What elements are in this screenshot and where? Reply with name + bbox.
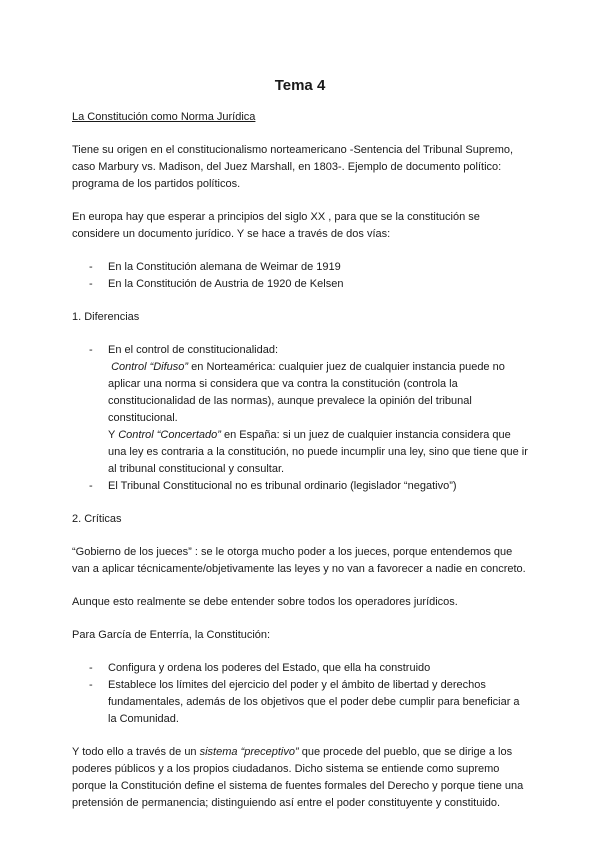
paragraph-sistema-preceptivo [72, 744, 528, 812]
control-concertado-term: Control “Concertado” [118, 429, 221, 441]
list-item [72, 342, 528, 478]
concertado-prefix: Y [108, 429, 119, 441]
list-item: - Establece los límites del ejercicio del poder y el ámbito de libertad y derechos fundamentales, además de los objetivos que el poder debe cumplir para beneficiar a la Comunidad. [72, 677, 528, 728]
sistema-intro: Y todo ello a través de un [72, 746, 200, 758]
control-difuso-text [108, 359, 528, 427]
paragraph-gobierno-jueces: “Gobierno de los jueces” : se le otorga mucho poder a los jueces, porque entendemos que van a aplicar técnicamente/objetivamente las leyes y no van a favorecer a nadie en concreto. [72, 546, 526, 575]
control-concertado-text [108, 427, 528, 478]
section-subtitle: La Constitución como Norma Jurídica [72, 111, 256, 123]
list-item-label: En el control de constitucionalidad: [108, 344, 278, 356]
control-difuso-term: Control “Difuso” [111, 361, 189, 373]
page-title: Tema 4 [274, 77, 326, 94]
vias-list [72, 259, 528, 293]
list-item: - Configura y ordena los poderes del Estado, que ella ha construido [72, 660, 528, 677]
heading-diferencias: 1. Diferencias [72, 311, 140, 323]
control-concertado-body: en España: si un juez de cualquier instancia considera que una ley es contraria a la constitución, no puede incumplir una ley, sino que tiene que ir al tribunal constitucional y consultar. [108, 429, 528, 475]
paragraph-operadores: Aunque esto realmente se debe entender sobre todos los operadores jurídicos. [72, 596, 458, 608]
paragraph-europa: En europa hay que esperar a principios del siglo XX , para que se la constitución se considere un documento jurídico. Y se hace a través de dos vías: [72, 211, 480, 240]
control-difuso-body: en Norteamérica: cualquier juez de cualquier instancia puede no aplicar una norma si considera que va contra la constitución (controla la constitucionalidad de las normas), aunque prevalece la opinión del tribunal constitucional. [108, 361, 505, 424]
list-item: - En la Constitución de Austria de 1920 de Kelsen [72, 276, 528, 293]
list-item: - El Tribunal Constitucional no es tribunal ordinario (legislador “negativo”) [72, 478, 528, 495]
heading-criticas: 2. Críticas [72, 513, 122, 525]
paragraph-origen: Tiene su origen en el constitucionalismo norteamericano -Sentencia del Tribunal Supremo, caso Marbury vs. Madison, del Juez Marshall, en 1803-. Ejemplo de documento político: programa de los partidos políticos. [72, 144, 514, 190]
list-item: - En la Constitución alemana de Weimar de 1919 [72, 259, 528, 276]
paragraph-garcia-enterria: Para García de Enterría, la Constitución: [72, 629, 271, 641]
diferencias-list [72, 342, 528, 495]
sistema-body: que procede del pueblo, que se dirige a los poderes públicos y a los propios ciudadanos. Dicho sistema se entiende como supremo porque la Constitución define el sistema de fuentes formales del Derecho y porque tiene una pretensión de permanencia; distinguiendo así entre el poder constituyente y constituido. [72, 746, 524, 809]
constitucion-list [72, 660, 528, 728]
sistema-term: sistema “preceptivo” [199, 746, 299, 758]
